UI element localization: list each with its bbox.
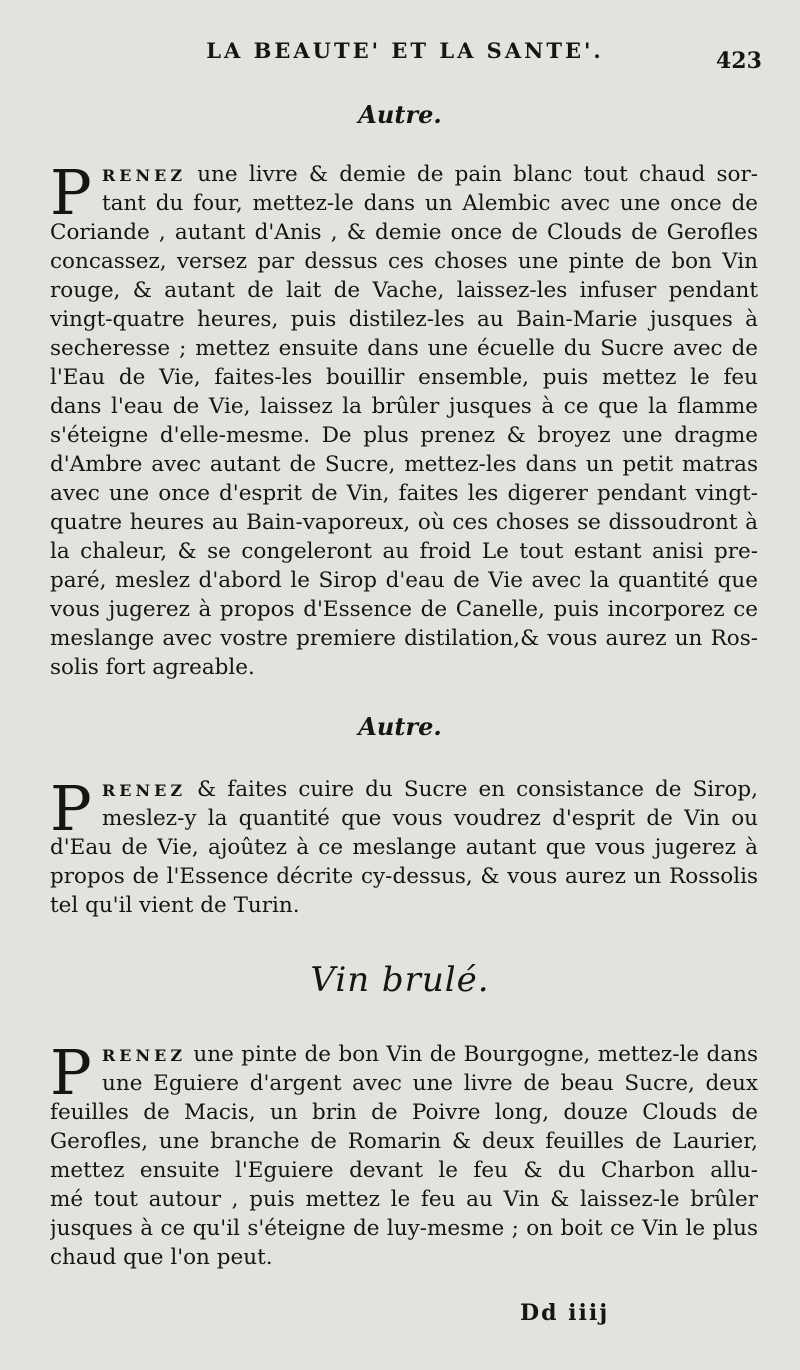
text-line: concassez, versez par dessus ces choses une pinte de bon Vin (50, 249, 758, 274)
text-line: quatre heures au Bain-vaporeux, où ces choses se dissoudront à (50, 510, 758, 535)
text-line: mé tout autour , puis mettez le feu au Vin & laissez-le brûler (50, 1187, 758, 1212)
text-line: secheresse ; mettez ensuite dans une écuelle du Sucre avec de (50, 336, 758, 361)
text-line (50, 160, 758, 189)
page-number: 423 (716, 48, 762, 74)
text-line: jusques à ce qu'il s'éteigne de luy-mesme ; on boit ce Vin le plus (50, 1216, 758, 1241)
drop-cap: P (50, 1036, 92, 1109)
text-line: mettez ensuite l'Eguiere devant le feu & du Charbon allu- (50, 1158, 758, 1183)
text-line: feuilles de Macis, un brin de Poivre long, douze Clouds de (50, 1100, 758, 1125)
text-line: d'Ambre avec autant de Sucre, mettez-les dans un petit matras (50, 452, 758, 477)
text-line: meslange avec vostre premiere distilation,& vous aurez un Ros- (50, 626, 758, 651)
section-heading-vin-brule: Vin brulé. (310, 960, 490, 1000)
line-text: une livre & demie de pain blanc tout chaud sor- (186, 162, 758, 187)
text-line: meslez-y la quantité que vous voudrez d'esprit de Vin ou (102, 806, 758, 831)
text-line: l'Eau de Vie, faites-les bouillir ensemble, puis mettez le feu (50, 365, 758, 390)
small-caps-word: RENEZ (102, 781, 186, 800)
text-line: paré, meslez d'abord le Sirop d'eau de Vie avec la quantité que (50, 568, 758, 593)
text-line: avec une once d'esprit de Vin, faites les digerer pendant vingt- (50, 481, 758, 506)
text-line: rouge, & autant de lait de Vache, laissez-les infuser pendant (50, 278, 758, 303)
text-line: chaud que l'on peut. (50, 1245, 273, 1270)
text-line: vingt-quatre heures, puis distilez-les au Bain-Marie jusques à (50, 307, 758, 332)
text-line: la chaleur, & se congeleront au froid Le tout estant anisi pre- (50, 539, 758, 564)
text-line: Coriande , autant d'Anis , & demie once de Clouds de Gerofles (50, 220, 758, 245)
text-line: tant du four, mettez-le dans un Alembic avec une once de (102, 191, 758, 216)
recipe-paragraph-2 (50, 772, 758, 920)
text-line (50, 775, 758, 804)
small-caps-word: RENEZ (102, 1046, 186, 1065)
section-heading-autre-2: Autre. (358, 712, 442, 741)
text-line: solis fort agreable. (50, 655, 255, 680)
recipe-paragraph-1 (50, 156, 758, 682)
recipe-paragraph-3 (50, 1036, 758, 1272)
text-line: d'Eau de Vie, ajoûtez à ce meslange autant que vous jugerez à (50, 835, 758, 860)
section-heading-autre-1: Autre. (358, 100, 442, 129)
line-text: & faites cuire du Sucre en consistance de Sirop, (186, 777, 758, 802)
text-line: Gerofles, une branche de Romarin & deux feuilles de Laurier, (50, 1129, 758, 1154)
text-line: vous jugerez à propos d'Essence de Canelle, puis incorporez ce (50, 597, 758, 622)
drop-cap: P (50, 772, 92, 845)
text-line (50, 1040, 758, 1069)
drop-cap: P (50, 156, 92, 229)
text-line: tel qu'il vient de Turin. (50, 893, 300, 918)
text-line: propos de l'Essence décrite cy-dessus, & vous aurez un Rossolis (50, 864, 758, 889)
text-line: une Eguiere d'argent avec une livre de beau Sucre, deux (102, 1071, 758, 1096)
line-text: une pinte de bon Vin de Bourgogne, mettez-le dans (186, 1042, 758, 1067)
signature-mark: Dd iiij (520, 1300, 610, 1326)
small-caps-word: RENEZ (102, 166, 186, 185)
text-line: dans l'eau de Vie, laissez la brûler jusques à ce que la flamme (50, 394, 758, 419)
running-title: LA BEAUTE' ET LA SANTE'. (206, 38, 604, 63)
text-line: s'éteigne d'elle-mesme. De plus prenez & broyez une dragme (50, 423, 758, 448)
